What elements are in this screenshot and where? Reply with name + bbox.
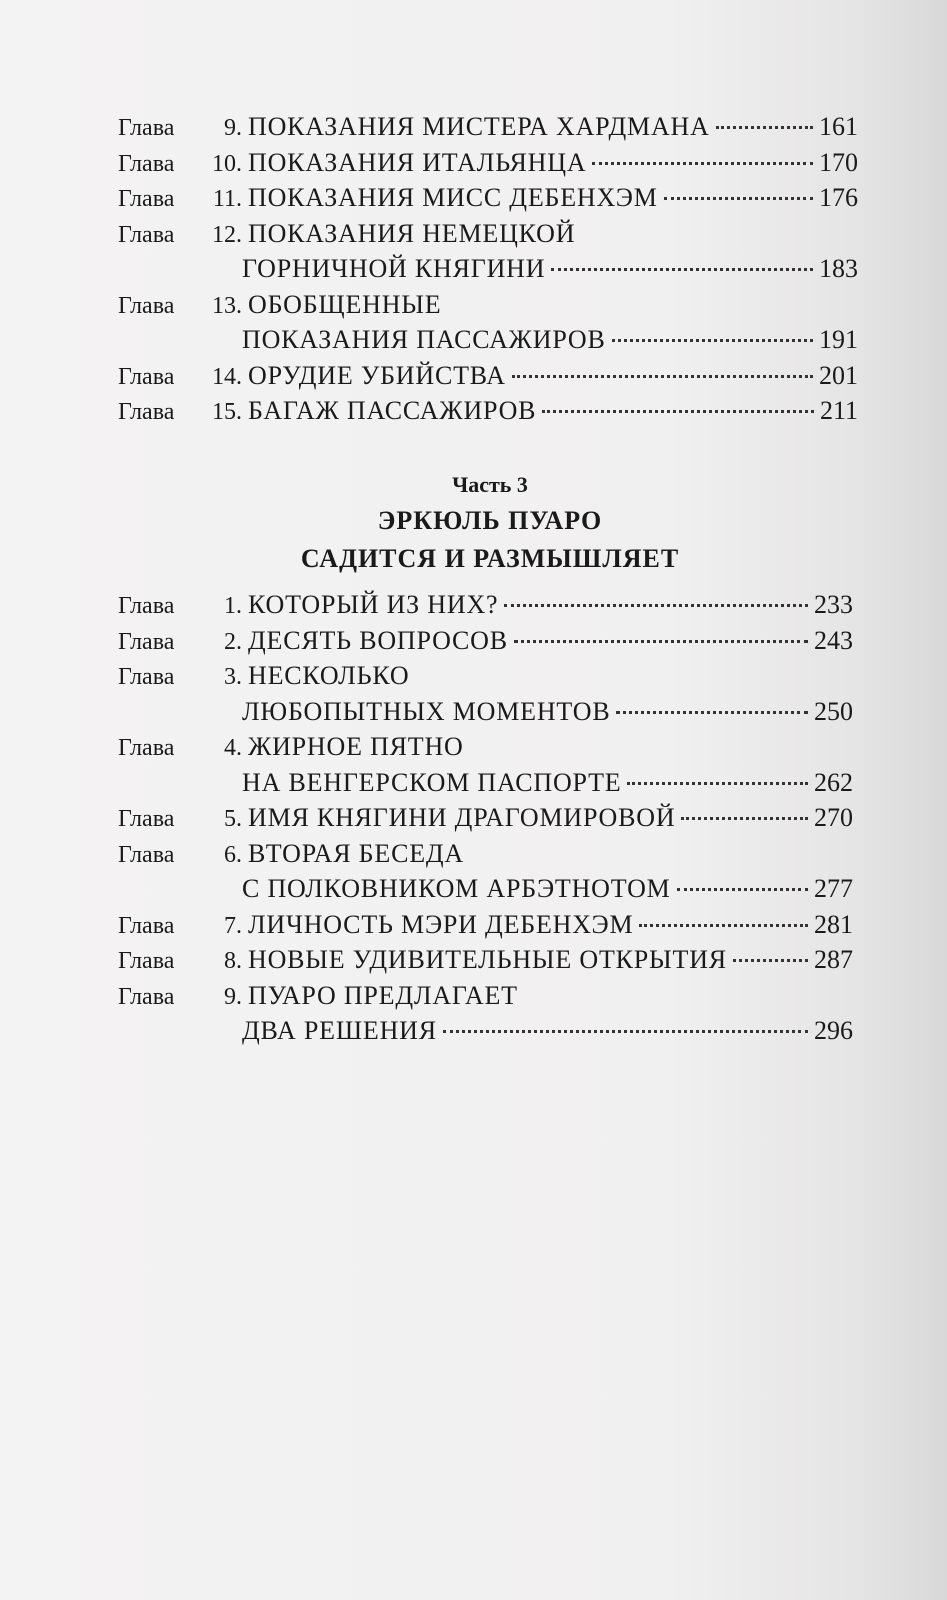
chapter-label: Глава — [118, 912, 175, 939]
chapter-number: 3. — [224, 664, 242, 690]
chapter-label: Глава — [118, 186, 175, 212]
chapter-number: 5. — [224, 806, 242, 832]
dot-leader — [443, 1030, 808, 1033]
chapter-title: С ПОЛКОВНИКОМ АРБЭТНОТОМ — [242, 874, 671, 903]
toc-row — [118, 254, 858, 290]
page-number: 191 — [819, 325, 858, 354]
chapter-title: ПОКАЗАНИЯ НЕМЕЦКОЙ — [248, 218, 576, 248]
chapter-title: ИМЯ КНЯГИНИ ДРАГОМИРОВОЙ — [248, 803, 676, 832]
page-number: 211 — [819, 396, 858, 425]
toc-entry — [118, 183, 858, 219]
page-number: 281 — [814, 909, 853, 939]
page-number: 277 — [814, 874, 853, 903]
toc-entry — [118, 839, 853, 910]
chapter-title: ПОКАЗАНИЯ МИСТЕРА ХАРДМАНА — [248, 112, 710, 141]
page-number: 287 — [814, 945, 853, 974]
toc-entry — [118, 290, 858, 361]
chapter-number: 2. — [224, 628, 242, 655]
chapter-label: Глава — [118, 221, 175, 248]
part-label: Часть 3 — [452, 472, 528, 497]
chapter-title: ПУАРО ПРЕДЛАГАЕТ — [248, 980, 518, 1010]
dot-leader — [592, 162, 813, 165]
toc-row — [118, 697, 853, 733]
toc-row — [118, 839, 853, 875]
chapter-title: ЛЮБОПЫТНЫХ МОМЕНТОВ — [242, 696, 611, 726]
chapter-title: БАГАЖ ПАССАЖИРОВ — [248, 396, 537, 425]
dot-leader — [514, 640, 808, 643]
chapter-label: Глава — [118, 983, 175, 1010]
toc-entry — [118, 396, 858, 432]
page-number: 233 — [814, 590, 853, 619]
dot-leader — [677, 888, 808, 891]
chapter-label: Глава — [118, 115, 175, 141]
chapter-title: ЛИЧНОСТЬ МЭРИ ДЕБЕНХЭМ — [248, 909, 634, 939]
chapter-number: 4. — [224, 735, 242, 761]
chapter-number: 1. — [224, 593, 242, 619]
chapter-title: НА ВЕНГЕРСКОМ ПАСПОРТЕ — [242, 767, 622, 797]
chapter-title: КОТОРЫЙ ИЗ НИХ? — [248, 590, 499, 619]
chapter-number: 13. — [212, 292, 242, 319]
toc-entry — [118, 148, 858, 184]
toc-row — [118, 219, 858, 255]
toc-row — [118, 112, 858, 148]
dot-leader — [512, 375, 813, 378]
part-title-line2: САДИТСЯ И РАЗМЫШЛЯЕТ — [300, 544, 680, 573]
chapter-title: ПОКАЗАНИЯ ИТАЛЬЯНЦА — [248, 147, 587, 177]
chapter-label: Глава — [118, 841, 175, 868]
chapter-label: Глава — [118, 292, 175, 319]
dot-leader — [627, 782, 808, 785]
chapter-label: Глава — [118, 806, 175, 832]
chapter-number: 6. — [224, 841, 242, 868]
page-number: 201 — [819, 360, 858, 390]
chapter-number: 14. — [212, 363, 242, 390]
toc-entry — [118, 626, 853, 662]
dot-leader — [542, 410, 814, 413]
toc-entry — [118, 732, 853, 803]
chapter-number: 8. — [224, 948, 242, 974]
toc-row — [118, 981, 853, 1017]
page-number: 183 — [819, 254, 858, 283]
dot-leader — [733, 959, 808, 962]
chapter-number: 9. — [224, 983, 242, 1010]
chapter-number: 7. — [224, 912, 242, 939]
page-number: 262 — [814, 767, 853, 797]
toc-row — [118, 910, 853, 946]
toc-row — [118, 396, 858, 432]
chapter-title: ОБОБЩЕННЫЕ — [248, 289, 442, 319]
toc-part2 — [118, 112, 858, 432]
chapter-number: 15. — [212, 399, 242, 425]
chapter-title: ЖИРНОЕ ПЯТНО — [248, 732, 464, 761]
toc-row — [118, 325, 858, 361]
dot-leader — [681, 817, 808, 820]
chapter-number: 10. — [212, 150, 242, 177]
dot-leader — [664, 197, 813, 200]
dot-leader — [551, 268, 813, 271]
page-number: 243 — [814, 625, 853, 655]
toc-entry — [118, 590, 853, 626]
chapter-label: Глава — [118, 664, 175, 690]
toc-row — [118, 874, 853, 910]
page-number: 176 — [819, 183, 858, 212]
chapter-number: 9. — [224, 115, 242, 141]
dot-leader — [612, 339, 813, 342]
dot-leader — [716, 126, 813, 129]
toc-entry — [118, 981, 853, 1052]
chapter-label: Глава — [118, 150, 175, 177]
chapter-title: НЕСКОЛЬКО — [248, 661, 410, 690]
page-number: 170 — [819, 147, 858, 177]
dot-leader — [504, 604, 808, 607]
toc-row — [118, 661, 853, 697]
toc-row — [118, 732, 853, 768]
toc-row — [118, 1016, 853, 1052]
chapter-label: Глава — [118, 399, 175, 425]
toc-entry — [118, 361, 858, 397]
page-number: 296 — [814, 1016, 853, 1045]
page-number: 250 — [814, 696, 853, 726]
toc-part3 — [118, 590, 853, 1052]
chapter-number: 12. — [212, 221, 242, 248]
toc-row — [118, 290, 858, 326]
chapter-title: ОРУДИЕ УБИЙСТВА — [248, 360, 506, 390]
chapter-number: 11. — [212, 186, 242, 212]
toc-entry — [118, 661, 853, 732]
toc-entry — [118, 803, 853, 839]
part-title-line1: ЭРКЮЛЬ ПУАРО — [377, 506, 603, 535]
dot-leader — [616, 711, 808, 714]
toc-row — [118, 183, 858, 219]
chapter-label: Глава — [118, 363, 175, 390]
chapter-title: ГОРНИЧНОЙ КНЯГИНИ — [242, 254, 546, 283]
toc-entry — [118, 112, 858, 148]
chapter-label: Глава — [118, 593, 175, 619]
page-number: 270 — [814, 803, 853, 832]
chapter-label: Глава — [118, 735, 175, 761]
chapter-label: Глава — [118, 628, 175, 655]
dot-leader — [639, 924, 808, 927]
toc-row — [118, 148, 858, 184]
toc-row — [118, 803, 853, 839]
part3-heading — [120, 468, 860, 578]
chapter-title: НОВЫЕ УДИВИТЕЛЬНЫЕ ОТКРЫТИЯ — [248, 945, 727, 974]
chapter-title: ДЕСЯТЬ ВОПРОСОВ — [248, 625, 508, 655]
toc-row — [118, 626, 853, 662]
toc-entry — [118, 219, 858, 290]
chapter-title: ПОКАЗАНИЯ МИСС ДЕБЕНХЭМ — [248, 183, 658, 212]
toc-row — [118, 361, 858, 397]
chapter-title: ПОКАЗАНИЯ ПАССАЖИРОВ — [242, 325, 606, 354]
chapter-title: ВТОРАЯ БЕСЕДА — [248, 838, 465, 868]
toc-entry — [118, 910, 853, 946]
show-through-text — [130, 1060, 850, 1091]
toc-entry — [118, 945, 853, 981]
chapter-label: Глава — [118, 948, 175, 974]
page-number: 161 — [819, 112, 858, 141]
toc-row — [118, 768, 853, 804]
toc-row — [118, 590, 853, 626]
chapter-title: ДВА РЕШЕНИЯ — [242, 1016, 437, 1045]
toc-row — [118, 945, 853, 981]
